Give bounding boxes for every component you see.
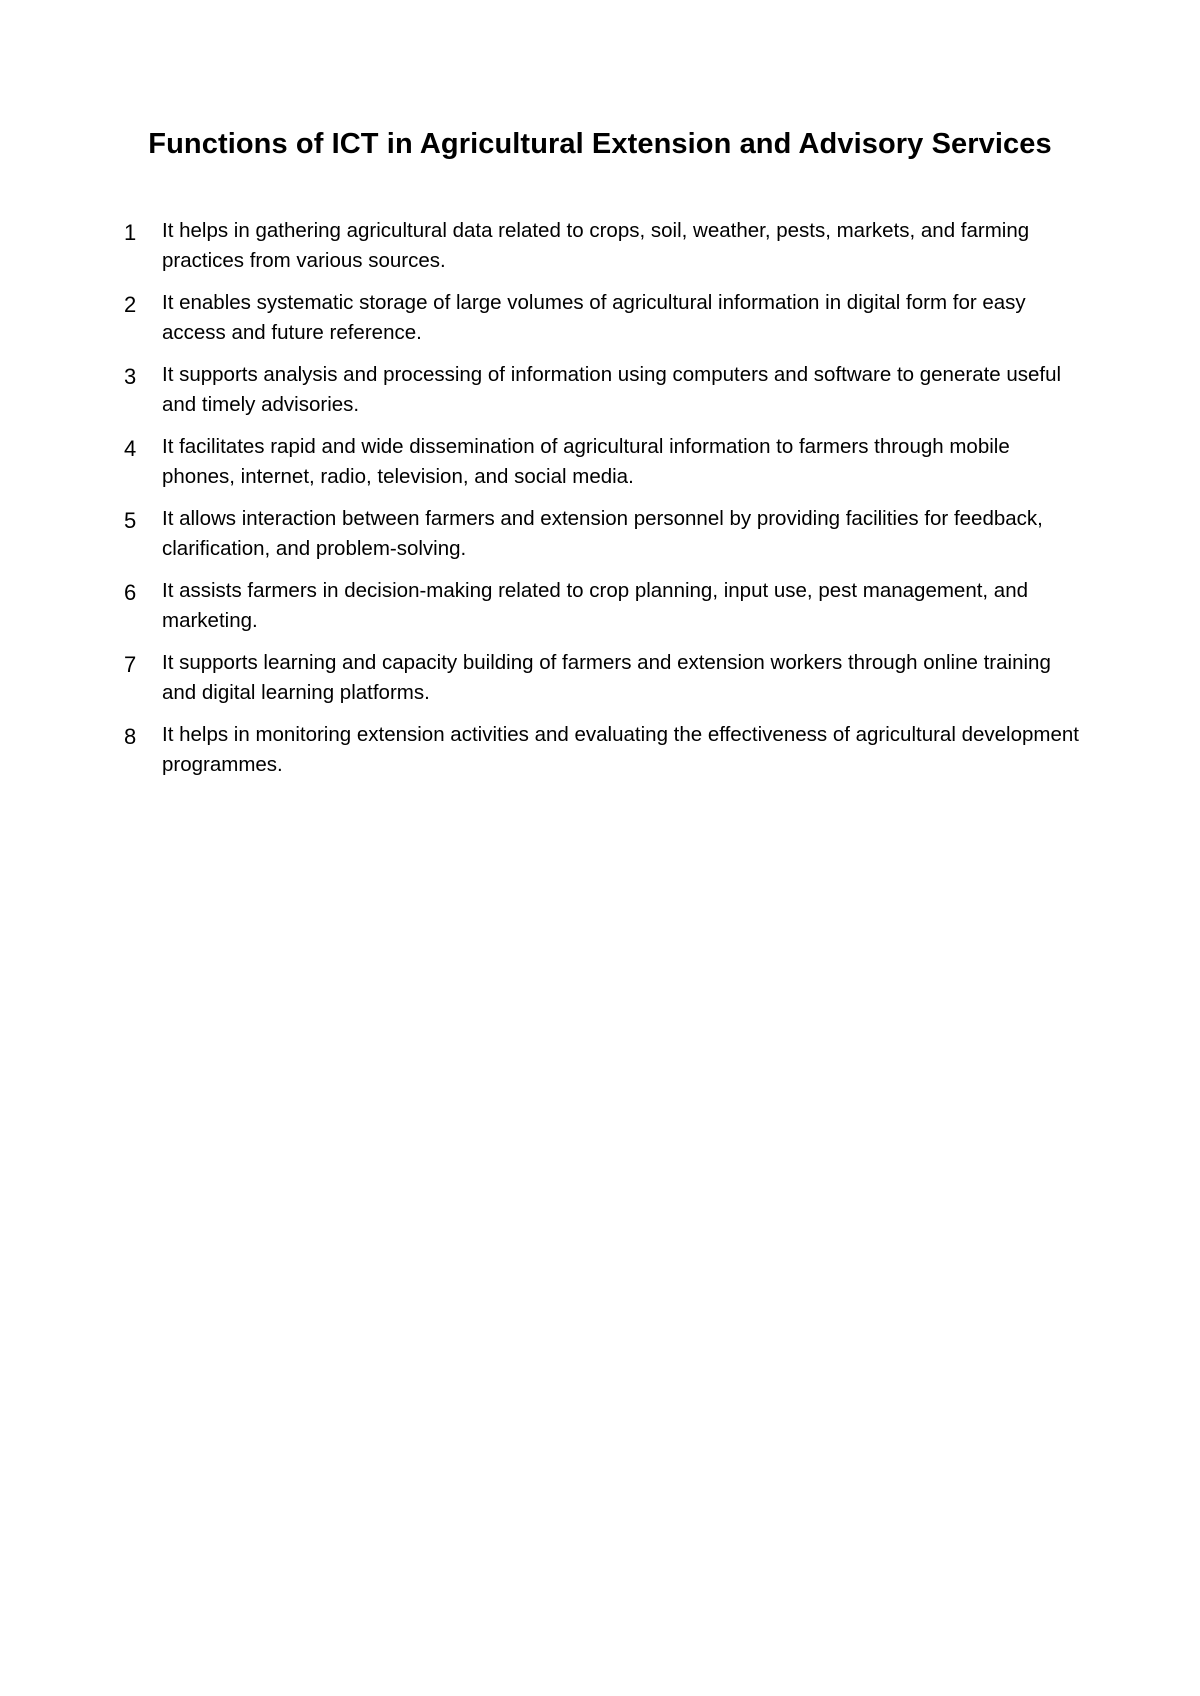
item-number: 4	[124, 436, 137, 461]
item-text: It helps in monitoring extension activities and evaluating the effectiveness of agricultural development programmes.	[162, 723, 1079, 776]
list-item	[124, 720, 1084, 779]
item-text: It assists farmers in decision-making related to crop planning, input use, pest management, and marketing.	[162, 579, 1029, 632]
list-item	[124, 288, 1084, 347]
item-number: 2	[124, 292, 137, 317]
item-number: 7	[124, 652, 137, 677]
list-item	[124, 504, 1084, 563]
item-number: 6	[124, 580, 137, 605]
item-text: It enables systematic storage of large volumes of agricultural information in digital form for easy access and future reference.	[162, 291, 1026, 344]
item-number: 5	[124, 508, 137, 533]
list-item	[124, 576, 1084, 635]
list-item	[124, 432, 1084, 491]
list-item	[124, 360, 1084, 419]
page-title: Functions of ICT in Agricultural Extension and Advisory Services	[148, 128, 1052, 160]
item-number: 8	[124, 724, 137, 749]
item-text: It allows interaction between farmers and extension personnel by providing facilities for feedback, clarification, and problem-solving.	[162, 507, 1043, 560]
item-text: It facilitates rapid and wide dissemination of agricultural information to farmers through mobile phones, internet, radio, television, and social media.	[162, 435, 1010, 488]
item-number: 3	[124, 364, 137, 389]
item-number: 1	[124, 220, 137, 245]
item-text: It supports learning and capacity building of farmers and extension workers through online training and digital learning platforms.	[162, 651, 1051, 704]
list-item	[124, 648, 1084, 707]
functions-list	[124, 216, 1084, 792]
item-text: It supports analysis and processing of information using computers and software to generate useful and timely advisories.	[162, 363, 1062, 416]
list-item	[124, 216, 1084, 275]
item-text: It helps in gathering agricultural data related to crops, soil, weather, pests, markets, and farming practices from various sources.	[162, 219, 1030, 272]
